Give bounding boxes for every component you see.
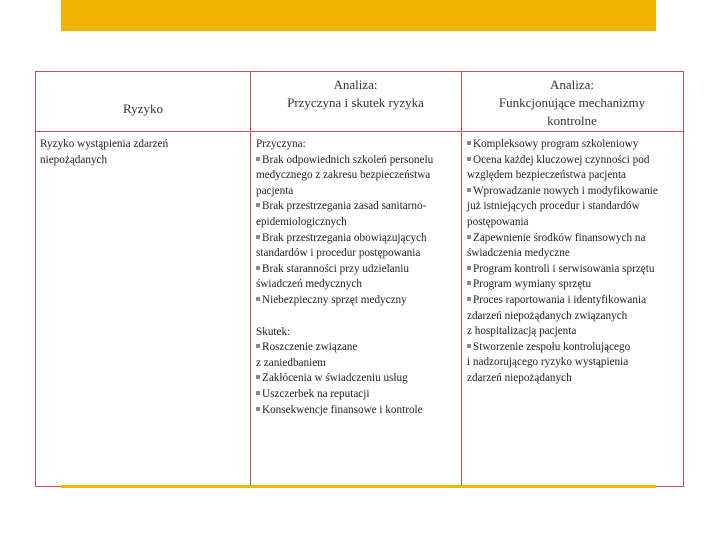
control-item: Proces raportowania i identyfikowania <box>467 293 679 309</box>
bullet-icon <box>256 157 260 161</box>
control-item: Program wymiany sprzętu <box>467 277 679 293</box>
bullet-icon <box>256 235 260 239</box>
header-divider <box>36 131 683 132</box>
header-control-line-1: Analiza: <box>549 77 595 92</box>
control-item-cont: postępowania <box>467 215 529 228</box>
bullet-icon <box>256 203 260 207</box>
control-item-cont: względem bezpieczeństwa pacjenta <box>467 169 627 182</box>
cause-item: Brak przestrzegania obowiązujących <box>256 231 456 247</box>
control-item: Zapewnienie środków finansowych na <box>467 231 679 247</box>
cause-label: Przyczyna: <box>256 138 306 150</box>
control-item: Ocena każdej kluczowej czynności pod <box>467 153 679 169</box>
control-item: Stworzenie zespołu kontrolującego <box>467 340 679 356</box>
control-item-cont: z hospitalizacją pacjenta <box>467 325 577 338</box>
control-item-cont: i nadzorującego ryzyko wystąpienia <box>467 356 629 369</box>
risk-line: niepożądanych <box>40 153 108 166</box>
cause-item-cont: standardów i procedur postępowania <box>256 247 421 260</box>
cause-item-cont: medycznego z zakresu bezpieczeństwa <box>256 169 431 182</box>
bullet-icon <box>467 157 471 161</box>
control-item: Kompleksowy program szkoleniowy <box>467 137 679 153</box>
column-divider-1 <box>250 72 251 486</box>
control-item: Program kontroli i serwisowania sprzętu <box>467 262 679 278</box>
cause-item-cont: epidemiologicznych <box>256 215 347 228</box>
control-item-cont: zdarzeń niepożądanych <box>467 371 572 384</box>
effect-item: Konsekwencje finansowe i kontrole <box>256 403 456 419</box>
control-item-cont: świadczenia medyczne <box>467 247 570 260</box>
effect-label: Skutek: <box>256 325 291 338</box>
cause-item: Niebezpieczny sprzęt medyczny <box>256 293 456 309</box>
header-control-mechanisms <box>461 76 683 130</box>
effect-item-cont: z zaniedbaniem <box>256 356 326 369</box>
effect-item: Zakłócenia w świadczeniu usług <box>256 371 456 387</box>
top-accent-bar <box>61 0 656 31</box>
cause-effect-cell <box>256 137 456 418</box>
bullet-icon <box>467 297 471 301</box>
bullet-icon <box>256 391 260 395</box>
header-risk <box>36 76 250 130</box>
bullet-icon <box>467 281 471 285</box>
effect-item: Uszczerbek na reputacji <box>256 387 456 403</box>
bullet-icon <box>467 235 471 239</box>
effect-item: Roszczenie związane <box>256 340 456 356</box>
header-cause-effect-line-1: Analiza: <box>333 77 378 92</box>
bullet-icon <box>467 188 471 192</box>
bullet-icon <box>256 297 260 301</box>
cause-item: Brak przestrzegania zasad sanitarno- <box>256 199 456 215</box>
header-control-line-2: Funkcjonujące mechanizmy <box>498 95 646 110</box>
control-mechanisms-cell <box>467 137 679 387</box>
bullet-icon <box>256 375 260 379</box>
bullet-icon <box>467 344 471 348</box>
risk-line: Ryzyko wystąpienia zdarzeń <box>40 138 169 150</box>
header-control-line-3: kontrolne <box>547 113 597 128</box>
column-divider-2 <box>461 72 462 486</box>
header-risk-line: Ryzyko <box>123 101 163 116</box>
cause-item-cont: świadczeń medycznych <box>256 278 362 291</box>
control-item: Wprowadzanie nowych i modyfikowanie <box>467 184 679 200</box>
bullet-icon <box>467 141 471 145</box>
cause-item-cont: pacjenta <box>256 184 294 197</box>
control-item-cont: już istniejących procedur i standardów <box>467 200 640 213</box>
cause-item: Brak odpowiednich szkoleń personelu <box>256 153 456 169</box>
header-cause-effect-line-2: Przyczyna i skutek ryzyka <box>287 95 424 110</box>
control-item-cont: zdarzeń niepożądanych związanych <box>467 309 628 322</box>
bullet-icon <box>467 266 471 270</box>
bottom-accent-line <box>61 485 656 488</box>
cause-item: Brak staranności przy udzielaniu <box>256 262 456 278</box>
bullet-icon <box>256 407 260 411</box>
risk-cell <box>40 137 245 168</box>
header-cause-effect <box>250 76 461 130</box>
bullet-icon <box>256 344 260 348</box>
risk-analysis-table <box>35 71 684 487</box>
bullet-icon <box>256 266 260 270</box>
